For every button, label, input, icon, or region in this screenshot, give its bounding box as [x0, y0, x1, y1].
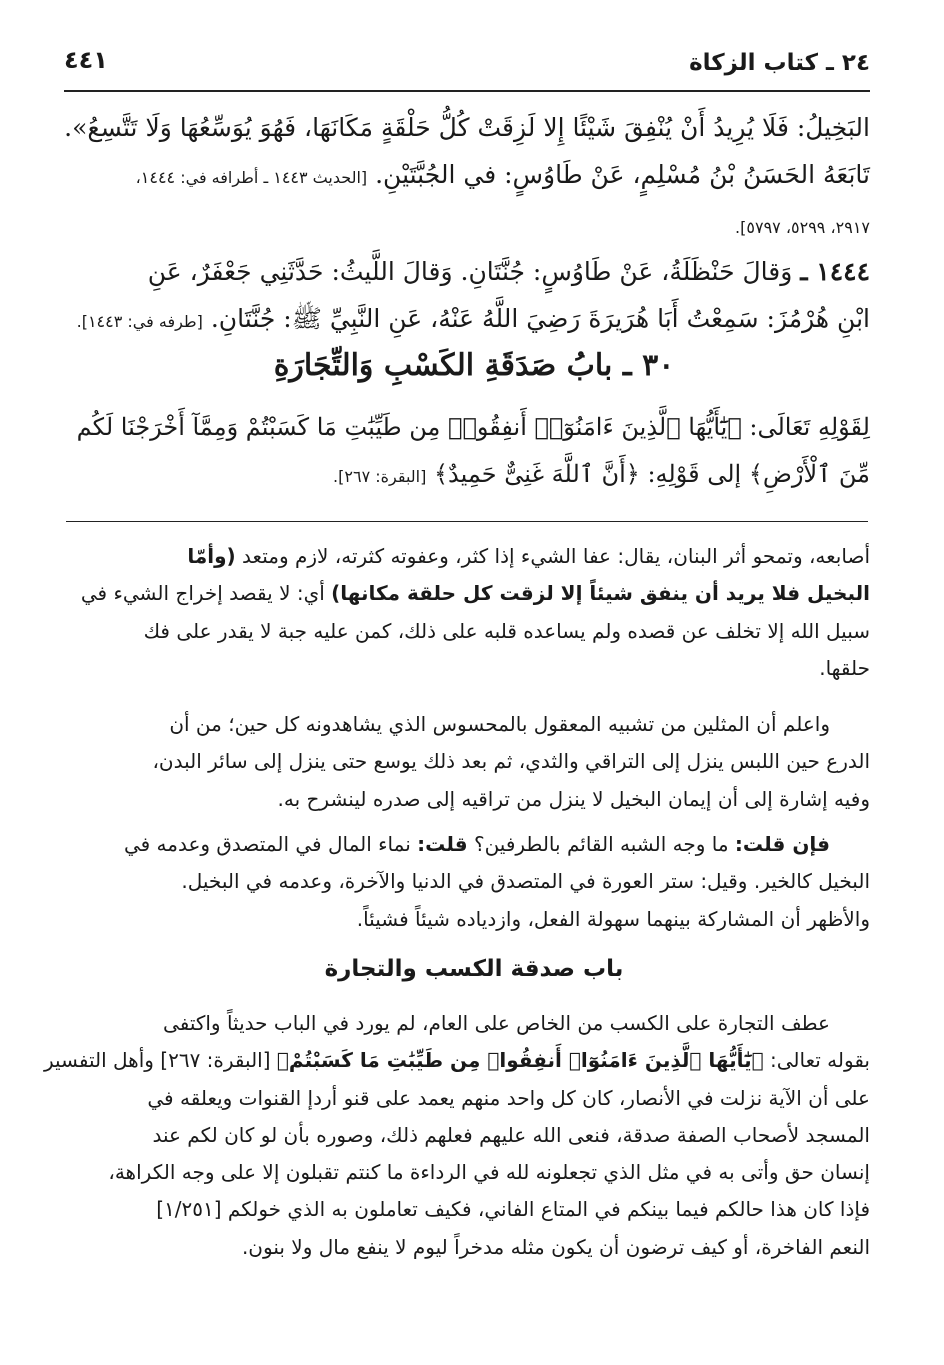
header-rule — [64, 90, 870, 92]
commentary-block — [70, 538, 870, 699]
hadith-line — [70, 295, 870, 345]
commentary-chapter-title: باب صدقة الكسب والتجارة — [324, 956, 624, 982]
commentary-paragraph — [70, 538, 870, 687]
commentary-bold: (وأمّا — [187, 544, 236, 568]
commentary-line — [43, 1042, 870, 1079]
quote-line — [70, 451, 870, 500]
hadith-1444-block — [70, 248, 870, 345]
commentary-line: الدرع حين اللبس ينزل إلى التراقي والثدي، ثم بعد ذلك يوسع حتى ينزل إلى سائر البدن، — [152, 749, 870, 774]
commentary-line: المسجد لأصحاب الصفة صدقة، فنعى الله عليهم فعلهم ذلك، وصوره بأن لو كان لكم عند — [152, 1122, 870, 1147]
commentary-text: ما وجه الشبه القائم بالطرفين؟ — [473, 832, 729, 856]
running-title: ٢٤ ـ كتاب الزكاة — [689, 50, 870, 76]
commentary-block — [70, 826, 870, 950]
commentary-text: بقوله تعالى: — [770, 1048, 870, 1073]
cross-reference: [البقرة: ٢٦٧]. — [333, 467, 427, 486]
commentary-bold: قلت: — [417, 832, 468, 856]
hadith-line-text: تَابَعَهُ الحَسَنُ بْنُ مُسْلِمٍ، عَنْ طَاوُسٍ: في الجُبَّتَيْنِ. — [375, 160, 870, 189]
cross-reference: [طرفه في: ١٤٤٣]. — [76, 312, 203, 331]
commentary-text: نماء المال في المتصدق وعدمه في — [123, 832, 411, 856]
chapter-quote — [70, 404, 870, 500]
chapter-heading: ٣٠ ـ بابُ صَدَقَةِ الكَسْبِ وَالتِّجَارَةِ — [273, 348, 675, 383]
hadith-line: البَخِيلُ: فَلَا يُرِيدُ أَنْ يُنْفِقَ شَيْئًا إِلا لَزِقَتْ كُلُّ حَلْقَةٍ مَكَانَهَا، فَهُوَ يُوَسِّعُهَا وَلَا تَتَّسِعُ». — [64, 113, 870, 142]
cross-reference: ٢٩١٧، ٥٢٩٩، ٥٧٩٧]. — [735, 218, 870, 237]
commentary-block — [43, 1005, 870, 1278]
commentary-line: واعلم أن المثلين من تشبيه المعقول بالمحسوس الذي يشاهدونه كل حين؛ من أن — [169, 712, 830, 736]
commentary-bold: البخيل فلا يريد أن ينفق شيئاً إلا لزقت كل حلقة مكانها) — [331, 581, 870, 606]
commentary-line: والأظهر أن المشاركة بينهما سهولة الفعل، وازدياده شيئاً فشيئاً. — [356, 906, 870, 931]
hadith-line — [70, 201, 870, 251]
hadith-number: ١٤٤٤ ـ — [800, 257, 870, 286]
commentary-paragraph — [70, 706, 870, 818]
quote-line-text: مِّنَ ٱلْأَرْضِ﴾ إلى قَوْلِهِ: ﴿أَنَّ ٱللَّهَ غَنِىٌّ حَمِيدٌ﴾ — [433, 460, 870, 488]
hadith-text-block — [64, 104, 870, 251]
commentary-line: إنسان حق وأتى به في مثل الذي تجعلونه لله في الرداءة ما كنتم تقبلون إلا على وجه الكراهة، — [108, 1160, 870, 1185]
commentary-line: سبيل الله إلا تخلف عن قصده ولم يساعده قلبه على ذلك، كمن عليه جبة لا يقدر على فك — [143, 618, 870, 643]
quote-line: لِقَوْلِهِ تَعَالَى: ﴿يَٰٓأَيُّهَا ٱلَّذِينَ ءَامَنُوٓا۟ أَنفِقُوا۟ مِن طَيِّبَٰتِ مَا كَسَبْتُمْ وَمِمَّآ أَخْرَجْنَا لَكُم — [76, 413, 870, 441]
commentary-paragraph — [70, 826, 870, 938]
commentary-line — [70, 826, 870, 863]
commentary-block — [70, 706, 870, 830]
page-number: ٤٤١ — [64, 46, 108, 74]
footnote-separator — [66, 521, 868, 522]
hadith-line — [70, 151, 870, 201]
commentary-line: البخيل كالخير. وقيل: ستر العورة في المتصدق في الدنيا والآخرة، وعدمه في البخيل. — [181, 869, 870, 894]
commentary-text: [البقرة: ٢٦٧] وأهل التفسير — [43, 1048, 271, 1073]
hadith-line-text: وَقالَ حَنْظَلَةُ، عَنْ طَاوُسٍ: جُنَّتَانِ. وَقالَ اللَّيثُ: حَدَّثَنِي جَعْفَرٌ، عَنِ — [147, 257, 793, 286]
commentary-paragraph — [43, 1005, 870, 1266]
commentary-line — [70, 538, 870, 575]
cross-reference: [الحديث ١٤٤٣ ـ أطرافه في: ١٤٤٤، — [135, 168, 368, 187]
commentary-quran: ﴿يَٰٓأَيُّهَا ٱلَّذِينَ ءَامَنُوٓا۟ أَنفِقُوا۟ مِن طَيِّبَٰتِ مَا كَسَبْتُمْ﴾ — [276, 1048, 764, 1073]
commentary-line: وفيه إشارة إلى أن إيمان البخيل لا ينزل من تراقيه إلى صدره لينشرح به. — [277, 786, 870, 811]
page-header — [64, 42, 870, 92]
commentary-line: فإذا كان هذا حالكم فيما بينكم في المتاع الفاني، فكيف تعاملون به الذي خولكم [١/٢٥١] — [156, 1197, 870, 1222]
hadith-line — [70, 248, 870, 295]
commentary-line: على أن الآية نزلت في الأنصار، كان كل واحد منهم يعمد على قنو أردإ القنوات ويعلقه في — [147, 1085, 870, 1110]
commentary-bold: فإن قلت: — [734, 832, 830, 856]
commentary-text: أي: لا يقصد إخراج الشيء في — [80, 581, 325, 606]
commentary-text: أصابعه، وتمحو أثر البنان، يقال: عفا الشيء إذا كثر، وعفوته كثرته، لازم ومتعد — [242, 544, 870, 568]
commentary-line: حلقها. — [819, 655, 870, 680]
hadith-line-text: ابْنِ هُرْمُزَ: سَمِعْتُ أَبَا هُرَيرَةَ رَضِيَ اللَّهُ عَنْهُ، عَنِ النَّبِيِّ ﷺ: جُنَّتَانِ. — [210, 304, 870, 333]
commentary-line — [70, 575, 870, 612]
commentary-line: عطف التجارة على الكسب من الخاص على العام، لم يورد في الباب حديثاً واكتفى — [163, 1011, 830, 1035]
commentary-line: النعم الفاخرة، أو كيف ترضون أن يكون مثله مدخراً ليوم لا ينفع مال ولا بنون. — [241, 1234, 870, 1259]
